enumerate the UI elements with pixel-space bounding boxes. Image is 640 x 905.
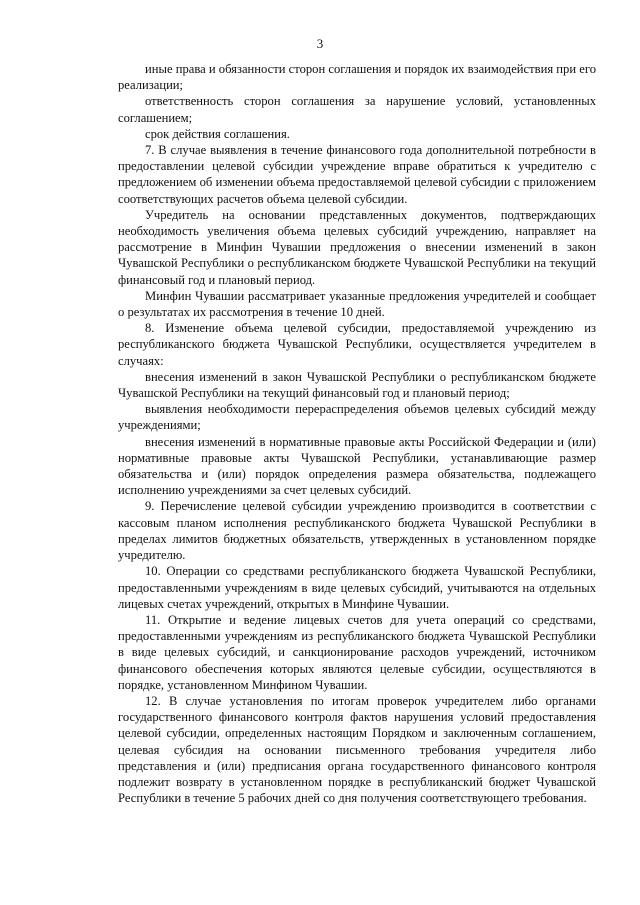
- paragraph-8-case-redistribution: выявления необходимости перераспределения объемов целевых субсидий между учреждениями;: [118, 402, 596, 433]
- page-number: 3: [316, 36, 324, 51]
- paragraph-11: 11. Открытие и ведение лицевых счетов для учета операций со средствами, предоставленными учреждениям из республиканского бюджета Чувашской Республики в виде целевых субсидий, и санкционирование расходов учреждений, источником финансового обеспечения которых являются целевые субсидии, осуществляются в порядке, установленном Минфином Чувашии.: [118, 612, 596, 692]
- paragraph-8-case-regulation-changes: внесения изменений в нормативные правовые акты Российской Федерации и (или) нормативные правовые акты Чувашской Республики, устанавливающие размер обязательства и (или) порядок определения размера обязательства, подлежащего исполнению учреждениями за счет целевых субсидий.: [118, 434, 596, 498]
- paragraph-other-rights: иные права и обязанности сторон соглашения и порядок их взаимодействия при его реализации;: [118, 62, 596, 93]
- document-body: [118, 61, 596, 806]
- paragraph-10: 10. Операции со средствами республиканского бюджета Чувашской Республики, предоставленными учреждениям в виде целевых субсидий, учитываются на отдельных лицевых счетах учреждений, открытых в Минфине Чувашии.: [118, 564, 596, 611]
- paragraph-minfin-review: Минфин Чувашии рассматривает указанные предложения учредителей и сообщает о результатах их рассмотрения в течение 10 дней.: [118, 288, 596, 320]
- paragraph-founder-proposals: Учредитель на основании представленных документов, подтверждающих необходимость увеличения объема целевых субсидий учреждению, направляет на рассмотрение в Минфин Чувашии предложения о внесении изменений в закон Чувашской Республики о республиканском бюджете Чувашской Республики на текущий финансовый год и плановый период.: [118, 207, 596, 287]
- paragraph-8: 8. Изменение объема целевой субсидии, предоставляемой учреждению из республиканского бюджета Чувашской Республики, осуществляется учредителем в случаях:: [118, 321, 596, 368]
- paragraph-8-case-law-changes: внесения изменений в закон Чувашской Республики о республиканском бюджете Чувашской Республики на текущий финансовый год и плановый период;: [118, 369, 596, 401]
- paragraph-12: 12. В случае установления по итогам проверок учредителем либо органами государственного финансового контроля фактов нарушения условий предоставления целевой субсидии, определенных настоящим Порядком и заключенным соглашением, целевая субсидия на основании письменного требования учредителя либо представления и (или) предписания органа государственного финансового контроля подлежит возврату в установленном порядке в республиканский бюджет Чувашской Республики в течение 5 рабочих дней со дня получения соответствующего требования.: [118, 693, 596, 806]
- paragraph-agreement-term: срок действия соглашения.: [145, 126, 290, 141]
- paragraph-9: 9. Перечисление целевой субсидии учреждению производится в соответствии с кассовым планом исполнения республиканского бюджета Чувашской Республики в пределах лимитов бюджетных обязательств, утвержденных в установленном порядке учредителю.: [118, 499, 596, 563]
- paragraph-responsibility: ответственность сторон соглашения за нарушение условий, установленных соглашением;: [118, 94, 596, 125]
- paragraph-7: 7. В случае выявления в течение финансового года дополнительной потребности в предоставлении целевой субсидии учреждение вправе обратиться к учредителю с предложением об изменении объема предоставляемой целевой субсидии с приложением соответствующих расчетов объема целевой субсидии.: [118, 143, 596, 206]
